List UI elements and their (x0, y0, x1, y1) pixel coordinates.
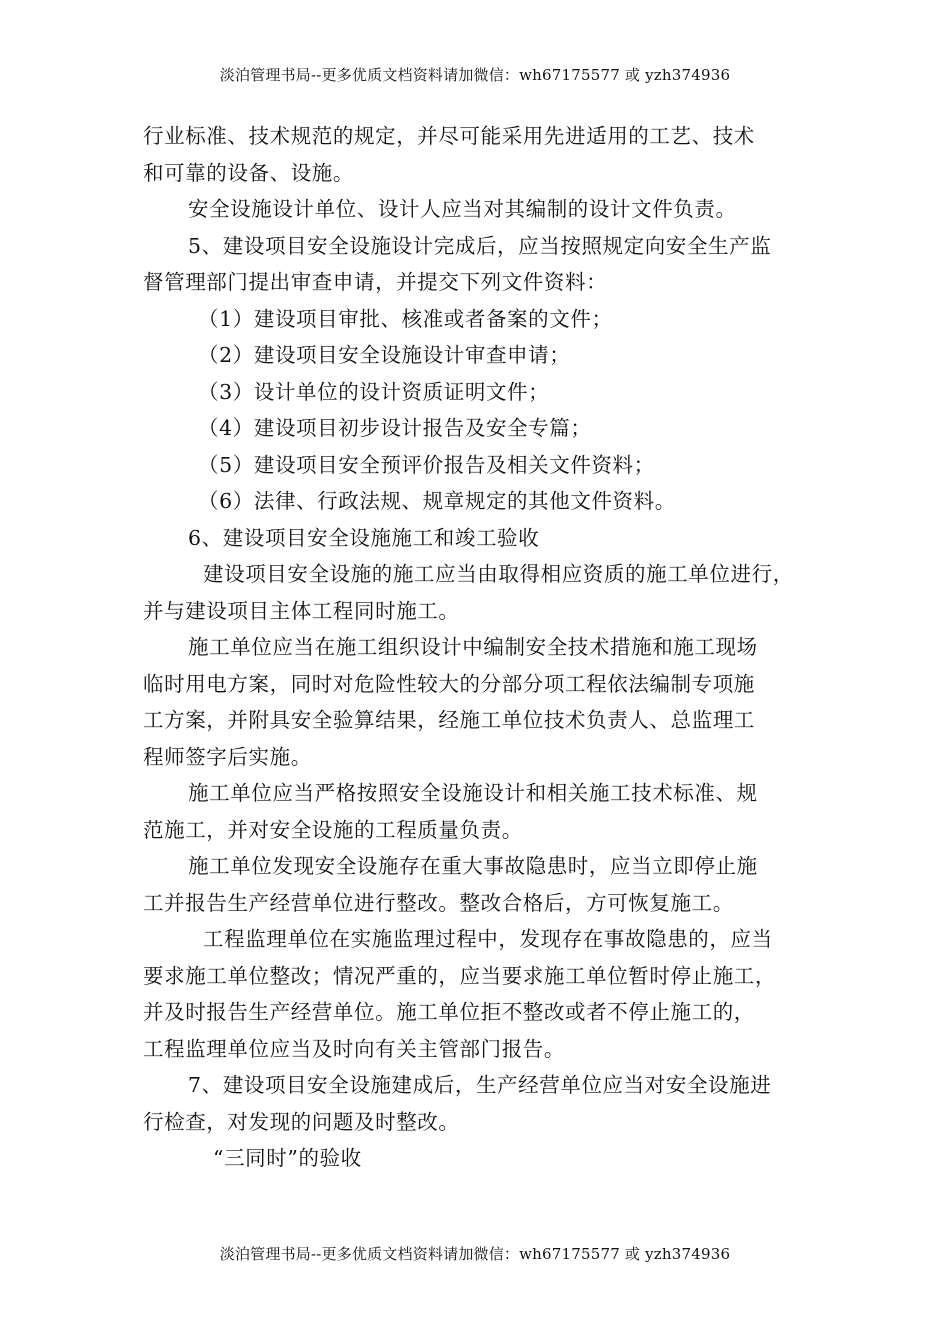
paragraph-line: 行业标准、技术规范的规定，并尽可能采用先进适用的工艺、技术 (143, 124, 755, 148)
list-item: （2）建设项目安全设施设计审查申请； (198, 343, 571, 367)
paragraph-line: 程师签字后实施。 (143, 744, 312, 769)
paragraph-line: 7、建设项目安全设施建成后，生产经营单位应当对安全设施进 (188, 1073, 772, 1097)
paragraph-line: 督管理部门提出审查申请，并提交下列文件资料： (143, 270, 608, 294)
paragraph-line: 工方案，并附具安全验算结果，经施工单位技术负责人、总监理工 (143, 708, 755, 732)
paragraph-line: 5、建设项目安全设施设计完成后，应当按照规定向安全生产监 (188, 233, 772, 258)
paragraph-line: 施工单位发现安全设施存在重大事故隐患时，应当立即停止施 (188, 854, 758, 878)
paragraph-line: 施工单位应当在施工组织设计中编制安全技术措施和施工现场 (188, 635, 758, 659)
paragraph-line: 施工单位应当严格按照安全设施设计和相关施工技术标准、规 (188, 781, 758, 805)
paragraph-line: 并及时报告生产经营单位。施工单位拒不整改或者不停止施工的， (143, 1000, 755, 1024)
paragraph-line: 范施工，并对安全设施的工程质量负责。 (143, 817, 523, 842)
document-body (143, 118, 813, 1177)
paragraph-line: 安全设施设计单位、设计人应当对其编制的设计文件负责。 (188, 197, 737, 221)
list-item: （4）建设项目初步设计报告及安全专篇； (198, 416, 592, 440)
paragraph-line: 工程监理单位在实施监理过程中，发现存在事故隐患的，应当 (203, 927, 773, 951)
list-item: （3）设计单位的设计资质证明文件； (198, 379, 550, 404)
paragraph-line: 工并报告生产经营单位进行整改。整改合格后，方可恢复施工。 (143, 890, 734, 915)
paragraph-line: 和可靠的设备、设施。 (143, 160, 354, 185)
page-header: 淡泊管理书局--更多优质文档资料请加微信：wh67175577 或 yzh374936 (219, 66, 731, 84)
list-item: （1）建设项目审批、核准或者备案的文件； (198, 306, 613, 331)
list-item: （5）建设项目安全预评价报告及相关文件资料； (198, 452, 655, 477)
paragraph-line: 并与建设项目主体工程同时施工。 (143, 598, 460, 623)
paragraph-line: 工程监理单位应当及时向有关主管部门报告。 (143, 1036, 565, 1061)
paragraph-line: 建设项目安全设施的施工应当由取得相应资质的施工单位进行， (203, 562, 794, 586)
paragraph-line: 临时用电方案，同时对危险性较大的分部分项工程依法编制专项施 (143, 671, 755, 696)
section-heading: 6、建设项目安全设施施工和竣工验收 (188, 525, 540, 550)
paragraph-line: 行检查，对发现的问题及时整改。 (143, 1109, 460, 1134)
paragraph-line: 要求施工单位整改；情况严重的，应当要求施工单位暂时停止施工， (143, 963, 776, 988)
page-footer: 淡泊管理书局--更多优质文档资料请加微信：wh67175577 或 yzh374936 (219, 1245, 731, 1263)
section-heading: “三同时”的验收 (213, 1146, 362, 1170)
list-item: （6）法律、行政法规、规章规定的其他文件资料。 (198, 489, 676, 513)
